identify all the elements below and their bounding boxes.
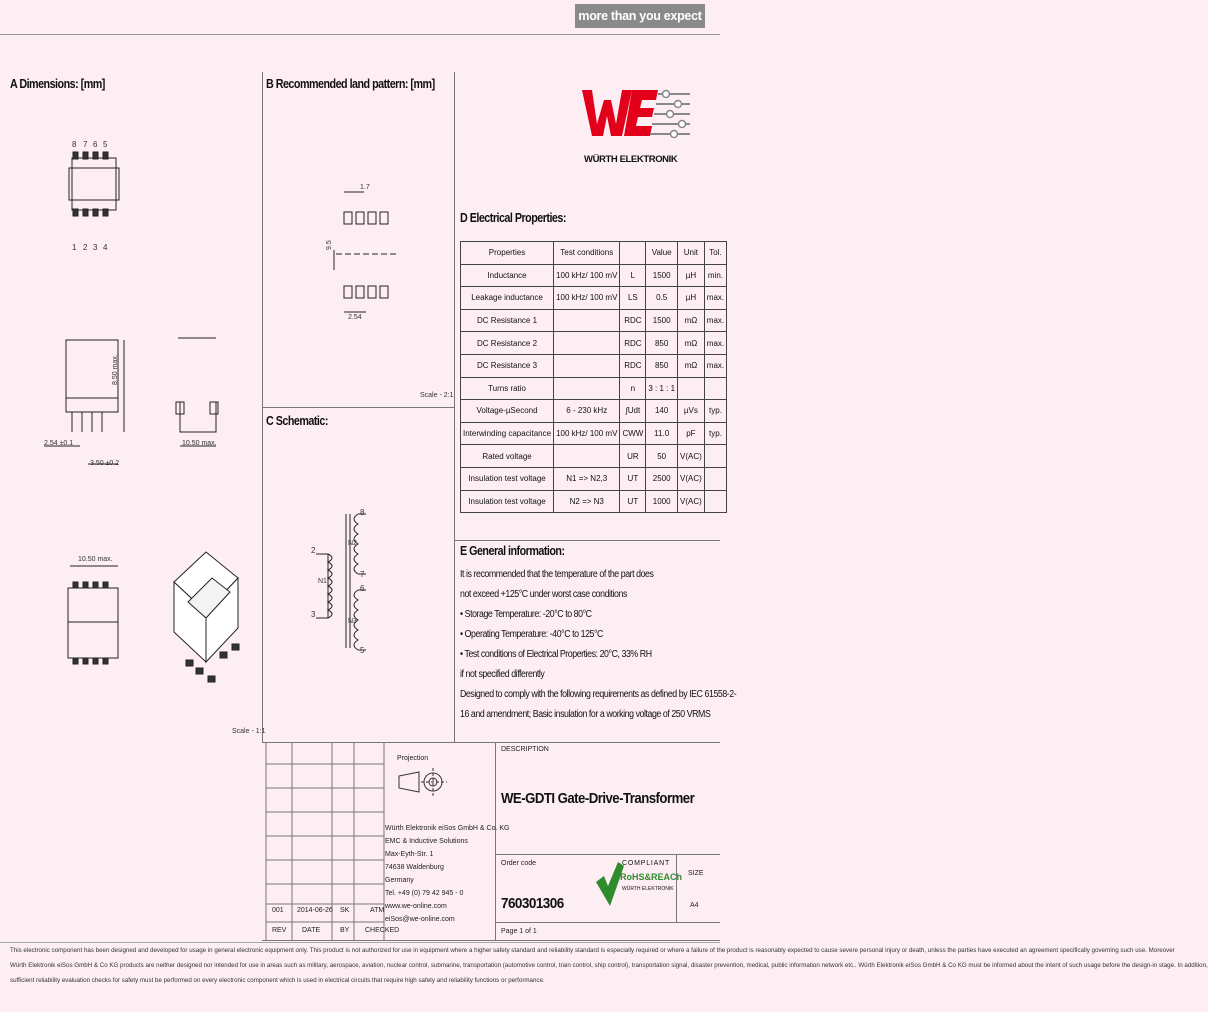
size-value: A4 <box>690 902 699 909</box>
disclaimer-line: sufficient reliability evaluation checks for safety must be performed on every electronic component which is used in electrical circuits that require high safety and reliability functions or performance. <box>10 977 545 984</box>
size-divider <box>676 854 677 922</box>
top-pin-6: 6 <box>93 140 98 149</box>
cell: mΩ <box>678 332 705 355</box>
cell: RDC <box>620 332 646 355</box>
bottom-view-icon <box>68 566 118 664</box>
cell: µVs <box>678 400 705 423</box>
cell: V(AC) <box>678 445 705 468</box>
table-header-row <box>461 242 727 265</box>
cell: mΩ <box>678 309 705 332</box>
disclaimer-line: This electronic component has been designed and developed for usage in general electronic equipment only. This product is not authorized for use in equipment where a higher safety standard and reliability standard is especially required or where a failure of the product is reasonably expected to cause severe personal injury or death, unless the parties have executed an agreement specifically governing such use. Moreover <box>10 947 1175 954</box>
bottom-pin-4: 4 <box>103 243 108 252</box>
table-row <box>461 332 727 355</box>
website-link[interactable]: www.we-online.com <box>385 903 447 910</box>
bottom-pin-3: 3 <box>93 243 98 252</box>
section-d-title: D Electrical Properties: <box>460 211 566 225</box>
general-info-line: Designed to comply with the following requirements as defined by IEC 61558-2- <box>460 689 737 700</box>
cell: L <box>620 264 646 287</box>
general-info-line: 16 and amendment; Basic insulation for a working voltage of 250 VRMS <box>460 709 711 720</box>
cell: 2500 <box>646 467 678 490</box>
by-value: SK <box>340 907 350 914</box>
checked-header: CHECKED <box>365 927 400 934</box>
section-c-divider <box>262 407 454 408</box>
dim-lead-label: 3.50 ±0.2 <box>90 460 120 467</box>
header-cell: Value <box>646 242 678 265</box>
rev-header: REV <box>272 927 287 934</box>
schematic-pin-3: 3 <box>311 610 316 619</box>
header-cell: Test conditions <box>554 242 620 265</box>
email-link[interactable]: eiSos@we-online.com <box>385 916 455 923</box>
winding-n2: N2 <box>348 540 357 547</box>
cell: DC Resistance 3 <box>461 354 554 377</box>
cell: µH <box>678 287 705 310</box>
wurth-logo <box>578 84 702 170</box>
cell: CWW <box>620 422 646 445</box>
checked-value: ATM <box>370 907 385 914</box>
header-cell: Unit <box>678 242 705 265</box>
schematic-pin-8: 8 <box>360 508 365 517</box>
cell: typ. <box>704 422 726 445</box>
cell: DC Resistance 2 <box>461 332 554 355</box>
table-row <box>461 287 727 310</box>
top-pin-7: 7 <box>83 140 88 149</box>
cell: typ. <box>704 400 726 423</box>
cell: Turns ratio <box>461 377 554 400</box>
frame-divider-right <box>454 72 455 742</box>
cell: 140 <box>646 400 678 423</box>
dim-height-label: 8.50 max. <box>112 354 119 385</box>
land-dim-a: 1.7 <box>360 184 370 191</box>
cell <box>554 445 620 468</box>
cell: UT <box>620 467 646 490</box>
cell <box>704 377 726 400</box>
schematic-pin-7: 7 <box>360 570 365 579</box>
cell: 11.0 <box>646 422 678 445</box>
general-info-line: • Storage Temperature: -20°C to 80°C <box>460 609 592 620</box>
cell: 850 <box>646 354 678 377</box>
address-line: EMC & Inductive Solutions <box>385 838 468 845</box>
cell: Inductance <box>461 264 554 287</box>
table-row <box>461 264 727 287</box>
cell: Rated voltage <box>461 445 554 468</box>
cell <box>704 445 726 468</box>
table-row <box>461 354 727 377</box>
description-label: DESCRIPTION <box>501 746 549 753</box>
cell: max. <box>704 332 726 355</box>
table-row <box>461 490 727 513</box>
dim-pitch-label: 2.54 ±0.1 <box>44 440 74 447</box>
cell: max. <box>704 309 726 332</box>
schematic-pin-5: 5 <box>360 646 365 655</box>
winding-n3: N3 <box>348 618 357 625</box>
table-row <box>461 467 727 490</box>
cell: 100 kHz/ 100 mV <box>554 422 620 445</box>
footer-top-line <box>0 942 720 943</box>
section-a-title: A Dimensions: [mm] <box>10 77 105 91</box>
cell: DC Resistance 1 <box>461 309 554 332</box>
cell <box>704 467 726 490</box>
section-e-divider <box>454 540 720 541</box>
cell: 6 - 230 kHz <box>554 400 620 423</box>
cell: 3 : 1 : 1 <box>646 377 678 400</box>
page-row-line <box>495 922 720 923</box>
header-cell: Tol. <box>704 242 726 265</box>
compliant-text: COMPLIANT <box>622 860 671 867</box>
size-label: SIZE <box>688 870 704 877</box>
schematic-pin-6: 6 <box>360 584 365 593</box>
section-c-title: C Schematic: <box>266 414 328 428</box>
cell: Insulation test voltage <box>461 490 554 513</box>
cell: Leakage inductance <box>461 287 554 310</box>
projection-symbol-icon <box>395 764 455 804</box>
rohs-sub-text: WÜRTH ELEKTRONIK <box>622 886 674 892</box>
scale-note-b: Scale - 2:1 <box>420 392 454 399</box>
scale-note-a: Scale - 1:1 <box>232 728 266 735</box>
cell: V(AC) <box>678 490 705 513</box>
top-view-icon <box>69 152 119 216</box>
cell: n <box>620 377 646 400</box>
brand-name: WÜRTH ELEKTRONIK <box>584 154 678 165</box>
cell: 850 <box>646 332 678 355</box>
cell: RDC <box>620 309 646 332</box>
order-code-label: Order code <box>501 860 537 867</box>
end-view-icon <box>176 338 218 446</box>
general-info-line: not exceed +125°C under worst case conditions <box>460 589 627 600</box>
cell <box>554 332 620 355</box>
section-b-title: B Recommended land pattern: [mm] <box>266 77 435 91</box>
cell: 1500 <box>646 309 678 332</box>
cell: max. <box>704 287 726 310</box>
cell: ∫Udt <box>620 400 646 423</box>
product-title: WE-GDTI Gate-Drive-Transformer <box>501 790 695 807</box>
general-info-line: It is recommended that the temperature of the part does <box>460 569 654 580</box>
section-e-title: E General information: <box>460 544 565 558</box>
cell: 100 kHz/ 100 mV <box>554 264 620 287</box>
cell: mΩ <box>678 354 705 377</box>
cell: 0.5 <box>646 287 678 310</box>
cell <box>678 377 705 400</box>
cell: N1 => N2,3 <box>554 467 620 490</box>
cell: 1500 <box>646 264 678 287</box>
general-info-line: • Operating Temperature: -40°C to 125°C <box>460 629 603 640</box>
cell: V(AC) <box>678 467 705 490</box>
bottom-pin-1: 1 <box>72 243 77 252</box>
table-row <box>461 309 727 332</box>
cell: Insulation test voltage <box>461 467 554 490</box>
disclaimer-line: Würth Elektronik eiSos GmbH & Co KG products are neither designed nor intended for use in areas such as military, aerospace, aviation, nuclear control, submarine, transportation (automotive control, train control, ship control), transportation signal, disaster prevention, medical, public information network etc.. Würth Elektronik eiSos GmbH & Co KG must be informed about the intent of such usage before the design-in stage. In addition, <box>10 962 1208 969</box>
land-pattern-drawing <box>264 180 454 320</box>
table-row <box>461 422 727 445</box>
by-header: BY <box>340 927 350 934</box>
rev-value: 001 <box>272 907 284 914</box>
rohs-badge <box>594 858 682 910</box>
rohs-text: RoHS&REACh <box>620 872 682 882</box>
header-cell <box>620 242 646 265</box>
dim-length-label: 10.50 max. <box>78 556 113 563</box>
frame-top-line <box>0 34 720 35</box>
cell: 1000 <box>646 490 678 513</box>
schematic-pin-2: 2 <box>311 546 316 555</box>
land-dim-b: 2.54 <box>348 314 362 321</box>
header-cell: Properties <box>461 242 554 265</box>
order-code: 760301306 <box>501 895 564 912</box>
cell: UT <box>620 490 646 513</box>
table-row <box>461 400 727 423</box>
date-header: DATE <box>302 927 321 934</box>
address-line: Max-Eyth-Str. 1 <box>385 851 434 858</box>
address-line: 74638 Waldenburg <box>385 864 444 871</box>
dimensions-drawings <box>0 72 250 732</box>
titleblock-mid-line <box>495 854 720 855</box>
cell: RDC <box>620 354 646 377</box>
cell: N2 => N3 <box>554 490 620 513</box>
cell <box>704 490 726 513</box>
projection-label: Projection <box>397 755 429 762</box>
top-pin-8: 8 <box>72 140 77 149</box>
cell: µH <box>678 264 705 287</box>
table-row <box>461 377 727 400</box>
cell: Interwinding capacitance <box>461 422 554 445</box>
cell: 100 kHz/ 100 mV <box>554 287 620 310</box>
date-value: 2014-06-26 <box>297 907 333 914</box>
cell: max. <box>704 354 726 377</box>
cell: 50 <box>646 445 678 468</box>
cell: pF <box>678 422 705 445</box>
cell <box>554 354 620 377</box>
cell: Voltage-µSecond <box>461 400 554 423</box>
bottom-pin-2: 2 <box>83 243 88 252</box>
address-line: Würth Elektronik eiSos GmbH & Co. KG <box>385 825 510 832</box>
general-info-line: • Test conditions of Electrical Properties: 20°C, 33% RH <box>460 649 652 660</box>
tagline-banner: more than you expect <box>575 4 705 28</box>
titleblock-divider <box>495 742 496 940</box>
checkmark-icon <box>594 858 624 910</box>
address-line: Tel. +49 (0) 79 42 945 - 0 <box>385 890 464 897</box>
table-row <box>461 445 727 468</box>
cell <box>554 309 620 332</box>
top-pin-5: 5 <box>103 140 108 149</box>
dim-width-label: 10.50 max. <box>182 440 217 447</box>
cell <box>554 377 620 400</box>
cell: min. <box>704 264 726 287</box>
land-dim-c: 9.5 <box>326 240 333 250</box>
electrical-properties-table <box>460 241 727 513</box>
cell: LS <box>620 287 646 310</box>
cell: UR <box>620 445 646 468</box>
winding-n1: N1 <box>318 578 327 585</box>
address-line: Germany <box>385 877 414 884</box>
general-info-line: if not specified differently <box>460 669 545 680</box>
page-label: Page 1 of 1 <box>501 928 537 935</box>
isometric-view-icon <box>174 552 239 682</box>
